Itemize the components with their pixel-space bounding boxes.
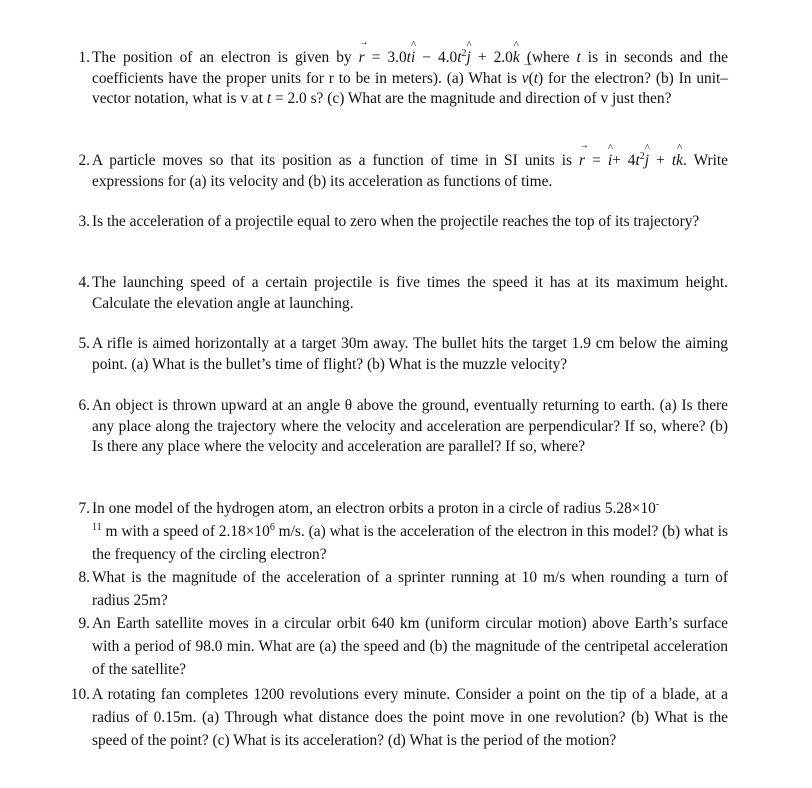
problem-9 — [60, 612, 728, 682]
problem-3 — [60, 212, 728, 233]
problem-text: An object is thrown upward at an angle θ above the ground, eventually returning to earth. (a) Is there any place along the trajectory where the velocity and acceleration are perpendicular? If so, where? (b) Is there any place where the velocity and acceleration are parallel? If so, where? — [92, 397, 728, 455]
problem-text: A rotating fan completes 1200 revolutions every minute. Consider a point on the tip of a blade, at a radius of 0.15m. (a) Through what distance does the point move in one revolution? (b) What is the speed of the point? (c) What is its acceleration? (d) What is the period of the motion? — [92, 686, 728, 750]
problem-text: A particle moves so that its position as a function of time in SI units is → r = ^ $i+ 4t^2\^{}$ j + t^ k. Write expressions for (a) its velocity and (b) its acceleration as functions of time. — [92, 151, 728, 192]
problem-8 — [60, 566, 728, 612]
position-vector-symbol: → r — [579, 151, 585, 172]
problem-number: 7. — [78, 500, 90, 517]
problem-1 — [60, 48, 728, 110]
problem-number: 9. — [78, 615, 90, 632]
problem-number: 6. — [78, 397, 90, 414]
unit-vector-j: ^ j — [645, 151, 649, 172]
problem-text: An Earth satellite moves in a circular orbit 640 km (uniform circular motion) above Earth’s surface with a period of 98.0 min. What are (a) the speed and (b) the magnitude of the centripetal acceleration of the satellite? — [92, 615, 728, 679]
problem-text: The position of an electron is given by → r = 3.0t^ $i - 4.0t^2\^{}$ j + 2.0^ k (where t is in seconds and the coefficients have the proper units for r to be in meters). (a) What is → v(t) for the electron? (b) In unit–vector notation, what is v at t = 2.0 s? (c) What are the magnitude and direction of v just then? — [92, 48, 728, 110]
problem-number: 10. — [70, 686, 90, 703]
problem-2 — [60, 151, 728, 192]
problem-number: 4. — [78, 274, 90, 291]
problem-number: 3. — [78, 213, 90, 230]
position-vector-symbol: → r — [359, 48, 365, 69]
problem-10 — [60, 683, 728, 753]
unit-vector-i: ^ i — [608, 151, 612, 172]
problem-number: 2. — [78, 152, 90, 169]
unit-vector-j: ^ j — [467, 48, 471, 69]
unit-vector-i: ^ i — [411, 48, 415, 69]
unit-vector-k: ^ k — [676, 151, 683, 172]
problem-number: 1. — [78, 49, 90, 66]
problem-7 — [60, 497, 728, 567]
problem-text: In one model of the hydrogen atom, an electron orbits a proton in a circle of radius 5.28×10- $^{11}$ m with a speed of $2.18\times 10^6$ m/s. (a) what is the acceleration of the electron in this model? (b) what is the frequency of the circling electron? — [92, 499, 728, 564]
problem-number: 5. — [78, 335, 90, 352]
problem-4 — [60, 273, 728, 314]
problem-text: A rifle is aimed horizontally at a target 30m away. The bullet hits the target 1.9 cm below the aiming point. (a) What is the bullet’s time of flight? (b) What is the muzzle velocity? — [92, 335, 728, 373]
problem-5 — [60, 334, 728, 375]
problem-text: Is the acceleration of a projectile equal to zero when the projectile reaches the top of its trajectory? — [92, 213, 700, 230]
problem-text: The launching speed of a certain projectile is five times the speed it has at its maximum height. Calculate the elevation angle at launching. — [92, 274, 728, 312]
problem-number: 8. — [78, 569, 90, 586]
unit-vector-k: ^ k — [513, 48, 520, 69]
problem-6 — [60, 396, 728, 458]
velocity-vector-symbol: → v — [522, 69, 529, 90]
problem-text: What is the magnitude of the acceleration of a sprinter running at 10 m/s when rounding a turn of radius 25m? — [92, 569, 728, 610]
